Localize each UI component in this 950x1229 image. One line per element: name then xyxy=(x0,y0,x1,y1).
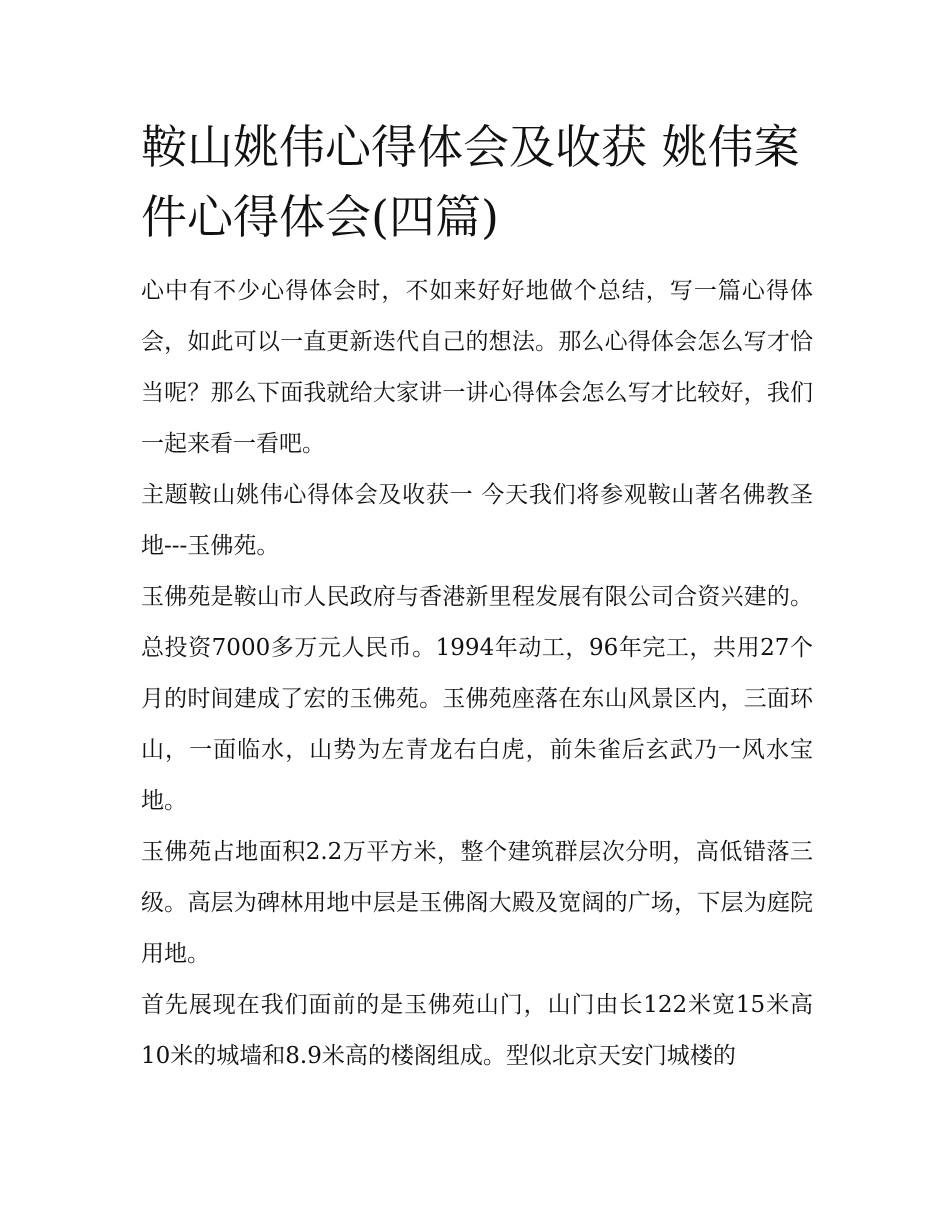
paragraph-history: 玉佛苑是鞍山市人民政府与香港新里程发展有限公司合资兴建的。总投资7000多万元人民币。1994年动工，96年完工，共用27个月的时间建成了宏的玉佛苑。玉佛苑座落在东山风景区内，三面环山，一面临水，山势为左青龙右白虎，前朱雀后玄武乃一风水宝地。 xyxy=(141,584,813,814)
paragraph-gate: 首先展现在我们面前的是玉佛苑山门，山门由长122米宽15米高10米的城墙和8.9米高的楼阁组成。型似北京天安门城楼的 xyxy=(141,992,813,1069)
paragraph-topic: 主题鞍山姚伟心得体会及收获一 今天我们将参观鞍山著名佛教圣地---玉佛苑。 xyxy=(141,482,813,559)
document-title: 鞍山姚伟心得体会及收获 姚伟案件心得体会(四篇) xyxy=(141,120,800,244)
document-body xyxy=(141,112,813,1082)
paragraph-area: 玉佛苑占地面积2.2万平方米，整个建筑群层次分明，高低错落三级。高层为碑林用地中层是玉佛阁大殿及宽阔的广场，下层为庭院用地。 xyxy=(141,839,813,967)
paragraph-intro: 心中有不少心得体会时，不如来好好地做个总结，写一篇心得体会，如此可以一直更新迭代自己的想法。那么心得体会怎么写才恰当呢？那么下面我就给大家讲一讲心得体会怎么写才比较好，我们一起来看一看吧。 xyxy=(141,278,813,457)
